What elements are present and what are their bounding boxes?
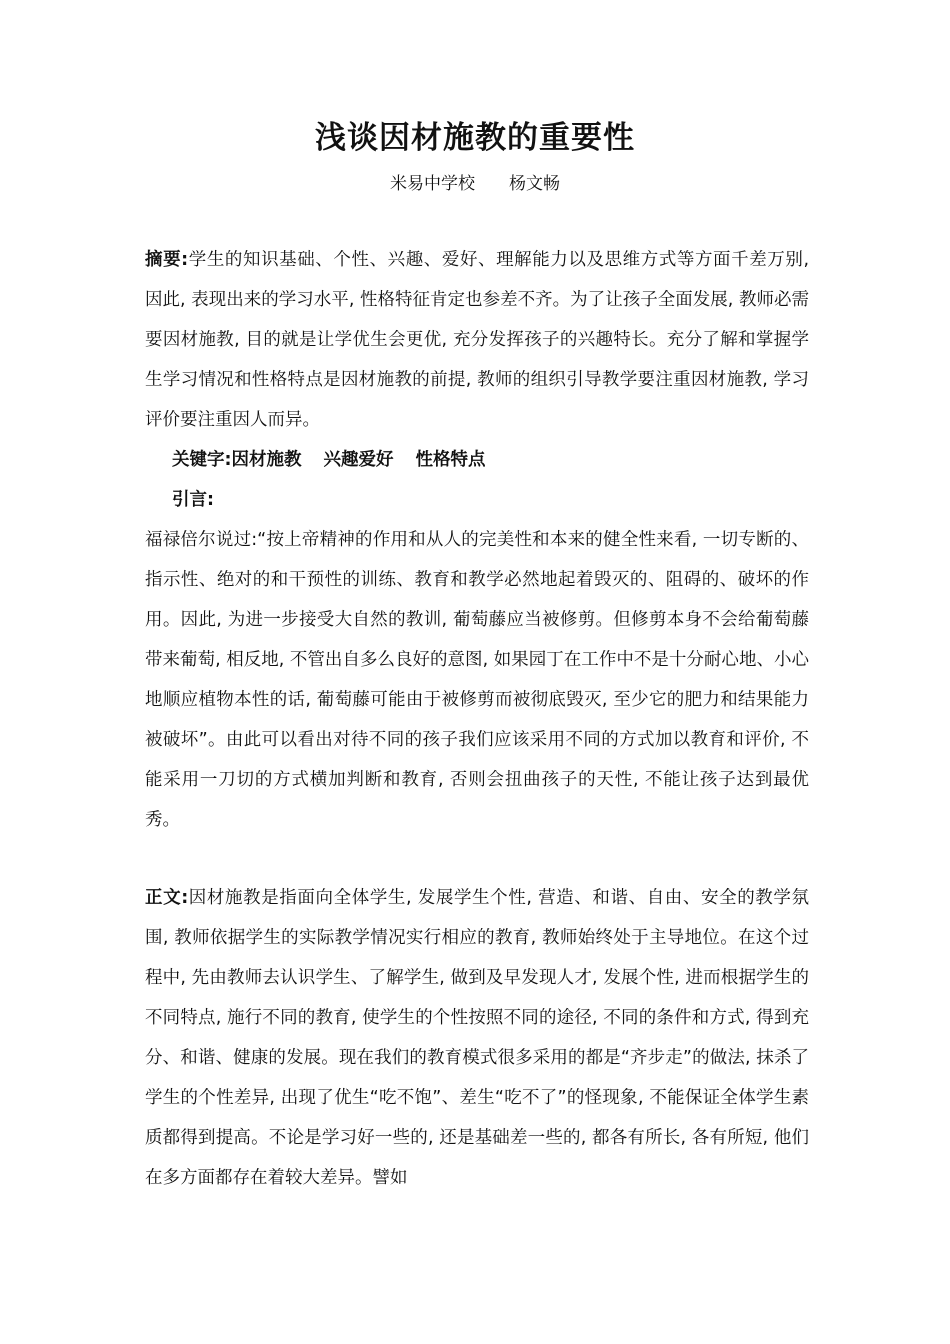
abstract-paragraph bbox=[145, 240, 809, 440]
abstract-label: 摘要: bbox=[145, 250, 189, 270]
keywords-label: 关键字: bbox=[172, 450, 232, 470]
author-name: 杨文畅 bbox=[509, 174, 560, 194]
body-paragraph bbox=[145, 878, 809, 1198]
keyword-item: 因材施教 bbox=[231, 450, 302, 470]
intro-paragraph: 福禄倍尔说过:“按上帝精神的作用和从人的完美性和本来的健全性来看, 一切专断的、指示性、绝对的和干预性的训练、教育和教学必然地起着毁灭的、阻碍的、破坏的作用。因此, 为进一步接受大自然的教训, 葡萄藤应当被修剪。但修剪本身不会给葡萄藤带来葡萄, 相反地, 不管出自多么良好的意图, 如果园丁在工作中不是十分耐心地、小心地顺应植物本性的话, 葡萄藤可能由于被修剪而被彻底毁灭, 至少它的肥力和结果能力被破坏”。由此可以看出对待不同的孩子我们应该采用不同的方式加以教育和评价, 不能采用一刀切的方式横加判断和教育, 否则会扭曲孩子的天性, 不能让孩子达到最优秀。 bbox=[145, 530, 809, 830]
abstract-text: 学生的知识基础、个性、兴趣、爱好、理解能力以及思维方式等方面千差万别, 因此, 表现出来的学习水平, 性格特征肯定也参差不齐。为了让孩子全面发展, 教师必需要因材施教, 目的就是让学优生会更优, 充分发挥孩子的兴趣特长。充分了解和掌握学生学习情况和性格特点是因材施教的前提, 教师的组织引导教学要注重因材施教, 学习评价要注重因人而异。 bbox=[145, 250, 810, 430]
byline bbox=[0, 169, 950, 194]
intro-heading: 引言: bbox=[172, 490, 214, 510]
body-label: 正文: bbox=[145, 888, 189, 908]
school-name: 米易中学校 bbox=[390, 174, 475, 194]
article-title: 浅谈因材施教的重要性 bbox=[315, 120, 635, 156]
keyword-item: 兴趣爱好 bbox=[323, 450, 394, 470]
body-text: 因材施教是指面向全体学生, 发展学生个性, 营造、和谐、自由、安全的教学氛围, 教师依据学生的实际教学情况实行相应的教育, 教师始终处于主导地位。在这个过程中, 先由教师去认识学生、了解学生, 做到及早发现人才, 发展个性, 进而根据学生的不同特点, 施行不同的教育, 使学生的个性按照不同的途径, 不同的条件和方式, 得到充分、和谐、健康的发展。现在我们的教育模式很多采用的都是“齐步走”的做法, 抹杀了学生的个性差异, 出现了优生“吃不饱”、差生“吃不了”的怪现象, 不能保证全体学生素质都得到提高。不论是学习好一些的, 还是基础差一些的, 都各有所长, 各有所短, 他们在多方面都存在着较大差异。譬如 bbox=[145, 888, 809, 1188]
keywords-line bbox=[172, 440, 486, 480]
keyword-item: 性格特点 bbox=[415, 450, 486, 470]
